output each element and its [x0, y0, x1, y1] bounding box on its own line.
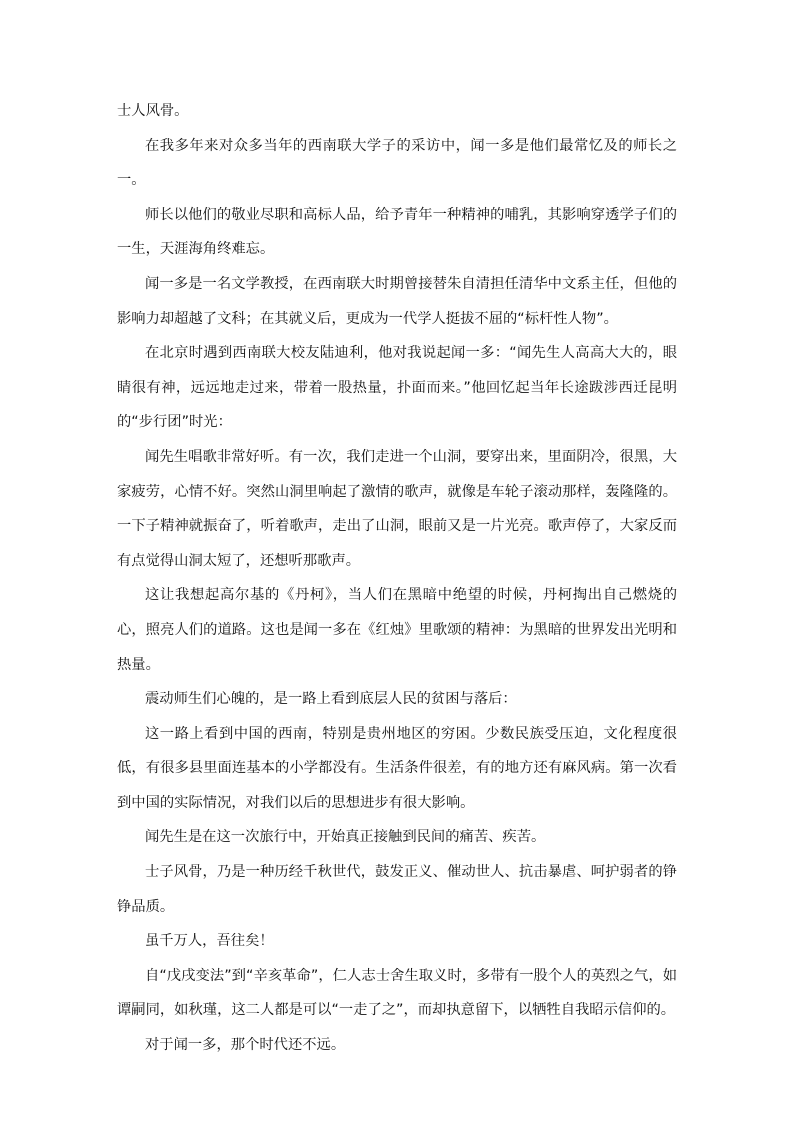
- paragraph: 虽千万人，吾往矣！: [145, 933, 274, 950]
- paragraph: 在北京时遇到西南联大校友陆迪利，他对我说起闻一多：“闻先生人高高大大的，眼睛很有神，远远地走过来，带着一股热量，扑面而来。”他回忆起当年长途跋涉西迁昆明的“步行团”时光：: [117, 345, 677, 431]
- paragraph: 士人风骨。: [117, 103, 189, 119]
- paragraph: 在我多年来对众多当年的西南联大学子的采访中，闻一多是他们最常忆及的师长之一。: [117, 137, 677, 189]
- quoted-paragraph: 闻先生唱歌非常好听。有一次，我们走进一个山洞，要穿出来，里面阴冷，很黑，大家疲劳，心情不好。突然山洞里响起了激情的歌声，就像是车轮子滚动那样，轰隆隆的。一下子精神就振奋了，听着歌声，走出了山洞，眼前又是一片光亮。歌声停了，大家反而有点觉得山洞太短了，还想听那歌声。: [117, 448, 677, 569]
- paragraph: 士子风骨，乃是一种历经千秋世代，鼓发正义、催动世人、抗击暴虐、呵护弱者的铮铮品质。: [117, 864, 677, 915]
- paragraph: 这让我想起高尔基的《丹柯》，当人们在黑暗中绝望的时候，丹柯掏出自己燃烧的心，照亮人们的道路。这也是闻一多在《红烛》里歌颂的精神：为黑暗的世界发出光明和热量。: [117, 587, 677, 673]
- paragraph: 闻先生是在这一次旅行中，开始真正接触到民间的痛苦、疾苦。: [145, 829, 546, 846]
- paragraph: 闻一多是一名文学教授，在西南联大时期曾接替朱自清担任清华中文系主任，但他的影响力却超越了文科；在其就义后，更成为一代学人挺拔不屈的“标杆性人物”。: [117, 275, 677, 327]
- quoted-paragraph: 这一路上看到中国的西南，特别是贵州地区的穷困。少数民族受压迫，文化程度很低，有很多县里面连基本的小学都没有。生活条件很差，有的地方还有麻风病。第一次看到中国的实际情况，对我们以后的思想进步有很大影响。: [117, 725, 677, 811]
- article-body: [117, 94, 677, 1063]
- paragraph: 震动师生们心魄的，是一路上看到底层人民的贫困与落后：: [145, 691, 517, 708]
- paragraph: 自“戊戌变法”到“辛亥革命”，仁人志士舍生取义时，多带有一股个人的英烈之气，如谭嗣同，如秋瑾，这二人都是可以“一走了之”，而却执意留下，以牺牲自我昭示信仰的。: [117, 967, 677, 1019]
- paragraph: 师长以他们的敬业尽职和高标人品，给予青年一种精神的哺乳，其影响穿透学子们的一生，天涯海角终难忘。: [117, 206, 677, 258]
- paragraph: 对于闻一多，那个时代还不远。: [145, 1037, 346, 1054]
